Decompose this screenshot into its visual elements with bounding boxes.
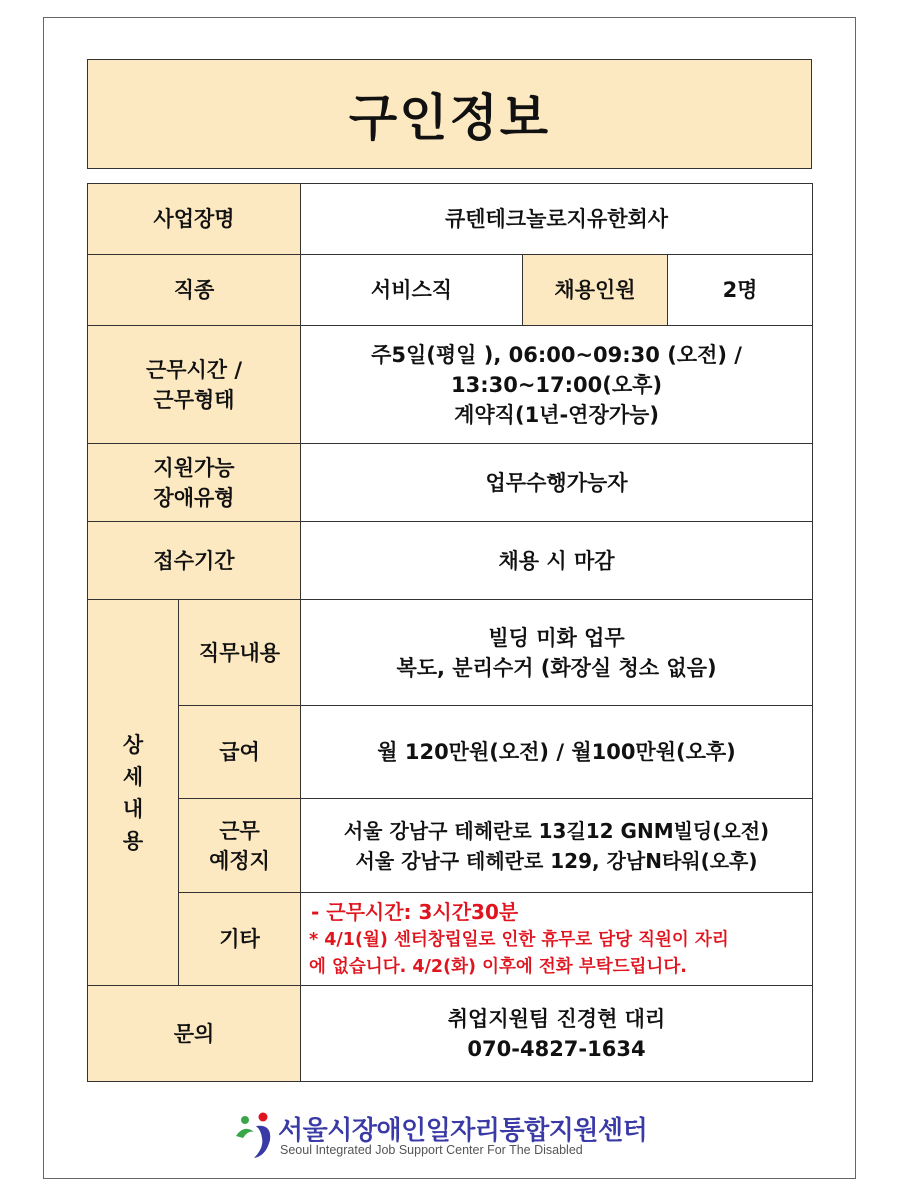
details-label-char: 상 (122, 732, 144, 757)
organization-logo (232, 1110, 672, 1165)
contact-label: 문의 (88, 986, 301, 1082)
contact-name: 취업지원팀 진경현 대리 (447, 1006, 666, 1031)
location-value-line: 서울 강남구 테헤란로 13길12 GNM빌딩(오전) (343, 818, 770, 843)
details-section-label (88, 600, 179, 986)
etc-notice (301, 893, 813, 986)
contact-phone: 070-4827-1634 (467, 1036, 646, 1061)
details-label-char: 용 (122, 828, 144, 853)
details-label-char: 세 (122, 764, 144, 789)
etc-label: 기타 (179, 893, 301, 986)
duties-value-line: 복도, 분리수거 (화장실 청소 없음) (396, 655, 717, 680)
salary-value: 월 120만원(오전) / 월100만원(오후) (301, 706, 813, 799)
location-label (179, 799, 301, 893)
etc-notice-line: - 근무시간: 3시간30분 (311, 900, 519, 924)
row-period (88, 522, 813, 600)
details-label-char: 내 (122, 796, 144, 821)
etc-notice-line: * 4/1(월) 센터창립일로 인한 휴무로 담당 직원이 자리 (309, 930, 729, 950)
disability-label-line: 지원가능 (153, 455, 235, 480)
row-company (88, 184, 813, 255)
job-type-value: 서비스직 (301, 255, 523, 326)
job-type-label: 직종 (88, 255, 301, 326)
row-location (88, 799, 813, 893)
location-value (301, 799, 813, 893)
etc-notice-line: 에 없습니다. 4/2(화) 이후에 전화 부탁드립니다. (309, 957, 687, 977)
hours-value-line: 13:30~17:00(오후) (450, 372, 663, 397)
row-contact (88, 986, 813, 1082)
contact-value (301, 986, 813, 1082)
job-info-table (87, 183, 813, 1082)
hours-label-line: 근무형태 (153, 387, 235, 412)
row-duties (88, 600, 813, 706)
hours-value-line: 주5일(평일 ), 06:00~09:30 (오전) / (371, 342, 742, 367)
row-disability (88, 444, 813, 522)
period-value: 채용 시 마감 (301, 522, 813, 600)
location-label-line: 근무 (219, 818, 260, 843)
page-title: 구인정보 (348, 89, 551, 147)
row-etc (88, 893, 813, 986)
row-salary (88, 706, 813, 799)
location-value-line: 서울 강남구 테헤란로 129, 강남N타워(오후) (355, 848, 758, 873)
row-job-type (88, 255, 813, 326)
duties-label: 직무내용 (179, 600, 301, 706)
location-label-line: 예정지 (209, 848, 270, 873)
disability-label-line: 장애유형 (153, 485, 235, 510)
disability-label (88, 444, 301, 522)
period-label: 접수기간 (88, 522, 301, 600)
organization-name-korean: 서울시장애인일자리통합지원센터 (278, 1116, 648, 1146)
duties-value-line: 빌딩 미화 업무 (488, 625, 625, 650)
organization-logo-icon (232, 1110, 277, 1160)
row-hours (88, 326, 813, 444)
company-value: 큐텐테크놀로지유한회사 (301, 184, 813, 255)
title-banner (87, 59, 812, 169)
company-label: 사업장명 (88, 184, 301, 255)
organization-name-english: Seoul Integrated Job Support Center For The Disabled (280, 1143, 583, 1157)
duties-value (301, 600, 813, 706)
hours-label-line: 근무시간 / (145, 357, 243, 382)
hours-label (88, 326, 301, 444)
salary-label: 급여 (179, 706, 301, 799)
hire-count-label: 채용인원 (523, 255, 668, 326)
hire-count-value: 2명 (668, 255, 813, 326)
disability-value: 업무수행가능자 (301, 444, 813, 522)
hours-value-line: 계약직(1년-연장가능) (454, 402, 659, 427)
hours-value (301, 326, 813, 444)
